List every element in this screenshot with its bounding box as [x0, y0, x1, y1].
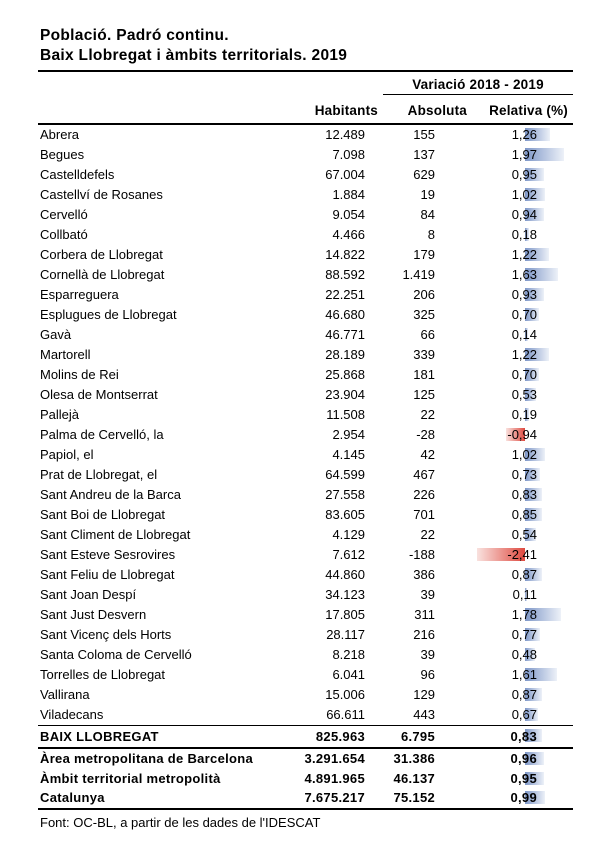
relativa-cell — [435, 345, 573, 365]
territory-name: Martorell — [40, 347, 91, 362]
habitants-value: 44.860 — [325, 567, 365, 582]
habitants-value: 88.592 — [325, 267, 365, 282]
relativa-cell — [435, 485, 573, 505]
absoluta-value: 137 — [413, 147, 435, 162]
absoluta-value: 19 — [420, 187, 435, 202]
relativa-value: 0,87 — [511, 687, 537, 702]
territory-name: Palma de Cervelló, la — [40, 427, 164, 442]
relativa-cell — [435, 305, 573, 325]
territory-name: Sant Feliu de Llobregat — [40, 567, 175, 582]
relativa-cell — [435, 325, 573, 345]
title-line-1: Població. Padró continu. — [40, 27, 229, 44]
column-group-header: Variació 2018 - 2019 — [383, 72, 573, 95]
relativa-cell — [435, 165, 573, 185]
relativa-cell — [435, 385, 573, 405]
territory-name: Esparreguera — [40, 287, 119, 302]
relativa-value: 0,53 — [511, 387, 537, 402]
habitants-value: 46.771 — [325, 327, 365, 342]
absoluta-value: 386 — [413, 567, 435, 582]
relativa-value: 0,77 — [511, 627, 537, 642]
territory-name: Cornellà de Llobregat — [40, 267, 165, 282]
table-row — [38, 545, 573, 565]
relativa-cell — [435, 705, 573, 725]
habitants-value: 46.680 — [325, 307, 365, 322]
relativa-cell — [435, 185, 573, 205]
habitants-value: 4.145 — [332, 447, 365, 462]
territory-name: Cervelló — [40, 207, 88, 222]
relativa-value: 0,99 — [510, 790, 537, 805]
table-row — [38, 605, 573, 625]
relativa-value: 0,48 — [511, 647, 537, 662]
table-row — [38, 145, 573, 165]
relativa-value: 1,61 — [511, 667, 537, 682]
relativa-cell — [435, 285, 573, 305]
absoluta-value: 226 — [413, 487, 435, 502]
habitants-value: 23.904 — [325, 387, 365, 402]
absoluta-value: 311 — [414, 607, 435, 622]
absoluta-value: 1.419 — [402, 267, 435, 282]
territory-name: Begues — [40, 147, 85, 162]
territory-name: Sant Just Desvern — [40, 607, 147, 622]
territory-name: Santa Coloma de Cervelló — [40, 647, 192, 662]
relativa-cell — [435, 605, 573, 625]
habitants-value: 4.129 — [332, 527, 365, 542]
absoluta-value: 339 — [413, 347, 435, 362]
absoluta-value: 31.386 — [393, 751, 435, 766]
relativa-value: 1,78 — [511, 607, 537, 622]
absoluta-value: 96 — [420, 667, 435, 682]
relativa-value: 0,19 — [511, 407, 537, 422]
habitants-value: 66.611 — [326, 707, 365, 722]
relativa-cell — [435, 125, 573, 145]
habitants-value: 64.599 — [325, 467, 365, 482]
relativa-value: 0,87 — [511, 567, 537, 582]
absoluta-value: 629 — [413, 167, 435, 182]
relativa-cell — [435, 749, 573, 769]
habitants-value: 11.508 — [326, 407, 365, 422]
relativa-cell — [435, 225, 573, 245]
context-row — [38, 769, 573, 789]
relativa-cell — [435, 525, 573, 545]
territory-name: Sant Andreu de la Barca — [40, 487, 181, 502]
variation-group-row — [38, 72, 573, 96]
relativa-value: 0,93 — [511, 287, 537, 302]
relativa-value: 0,96 — [510, 751, 537, 766]
territory-name: Torrelles de Llobregat — [40, 667, 166, 682]
table-row — [38, 345, 573, 365]
table-row — [38, 385, 573, 405]
habitants-value: 8.218 — [332, 647, 365, 662]
habitants-value: 25.868 — [325, 367, 365, 382]
absoluta-value: 129 — [413, 687, 435, 702]
habitants-value: 9.054 — [332, 207, 365, 222]
source-note: Font: OC-BL, a partir de les dades de l'IDESCAT — [40, 814, 321, 830]
municipality-rows — [38, 125, 573, 725]
relativa-value: 0,54 — [511, 527, 537, 542]
absoluta-value: 179 — [413, 247, 435, 262]
relativa-value: 0,95 — [510, 770, 537, 786]
relativa-value: 0,83 — [510, 729, 537, 744]
summary-section — [38, 725, 573, 810]
relativa-cell — [435, 665, 573, 685]
absoluta-value: 39 — [420, 587, 435, 602]
territory-name: Sant Vicenç dels Horts — [40, 627, 172, 642]
relativa-value: -0,94 — [507, 427, 537, 442]
habitants-value: 28.189 — [325, 347, 365, 362]
report-title — [38, 0, 573, 70]
table-row — [38, 285, 573, 305]
relativa-cell — [435, 405, 573, 425]
territory-name: Molins de Rei — [40, 367, 119, 382]
territory-name: Àmbit territorial metropolità — [40, 770, 221, 786]
relativa-cell — [435, 425, 573, 445]
context-rows — [38, 749, 573, 810]
table-row — [38, 705, 573, 725]
habitants-value: 14.822 — [325, 247, 365, 262]
table-row — [38, 185, 573, 205]
table-row — [38, 645, 573, 665]
absoluta-value: 216 — [413, 627, 435, 642]
table-row — [38, 685, 573, 705]
relativa-cell — [435, 645, 573, 665]
absoluta-value: 467 — [413, 467, 435, 482]
relativa-cell — [435, 545, 573, 565]
relativa-cell — [435, 788, 573, 808]
relativa-value: 1,02 — [511, 187, 537, 202]
territory-name: Corbera de Llobregat — [40, 247, 163, 262]
absoluta-value: -28 — [416, 427, 435, 442]
relativa-cell — [435, 205, 573, 225]
absoluta-value: 8 — [427, 227, 435, 242]
column-header-row — [38, 96, 573, 125]
absoluta-value: 701 — [413, 507, 435, 522]
relativa-cell — [435, 365, 573, 385]
territory-name: Pallejà — [40, 407, 80, 422]
habitants-value: 4.891.965 — [304, 770, 365, 786]
habitants-value: 83.605 — [325, 507, 365, 522]
relativa-cell — [435, 625, 573, 645]
territory-name: Esplugues de Llobregat — [40, 307, 177, 322]
territory-name: Catalunya — [40, 790, 105, 805]
relativa-value: 0,67 — [511, 707, 537, 722]
relativa-cell — [435, 505, 573, 525]
table-row — [38, 265, 573, 285]
relativa-value: 0,95 — [511, 167, 537, 182]
total-row — [38, 726, 573, 747]
territory-name: Gavà — [40, 327, 72, 342]
absoluta-value: 443 — [413, 707, 435, 722]
relativa-value: 0,73 — [511, 467, 537, 482]
absoluta-value: 155 — [413, 127, 435, 142]
column-header-habitants: Habitants — [314, 103, 378, 118]
relativa-value: 0,70 — [511, 307, 537, 322]
territory-name: Collbató — [40, 227, 88, 242]
table-row — [38, 365, 573, 385]
absoluta-value: 75.152 — [393, 790, 435, 805]
relativa-value: 0,94 — [511, 207, 537, 222]
territory-name: Sant Joan Despí — [40, 587, 137, 602]
habitants-value: 2.954 — [332, 427, 365, 442]
territory-name: Prat de Llobregat, el — [40, 467, 158, 482]
absoluta-value: 125 — [413, 387, 435, 402]
relativa-value: -2,41 — [507, 547, 537, 562]
relativa-value: 0,18 — [511, 227, 537, 242]
territory-name: Viladecans — [40, 707, 104, 722]
relativa-cell — [435, 685, 573, 705]
absoluta-value: 84 — [420, 207, 435, 222]
relativa-cell — [435, 265, 573, 285]
habitants-value: 7.098 — [332, 147, 365, 162]
relativa-cell — [435, 145, 573, 165]
habitants-value: 7.612 — [332, 547, 365, 562]
relativa-cell — [435, 445, 573, 465]
habitants-value: 34.123 — [325, 587, 365, 602]
context-row — [38, 788, 573, 808]
report-content — [38, 0, 573, 831]
relativa-cell — [435, 565, 573, 585]
table-row — [38, 245, 573, 265]
absoluta-value: 22 — [420, 527, 435, 542]
territory-name: Sant Boi de Llobregat — [40, 507, 166, 522]
context-row — [38, 749, 573, 769]
table-row — [38, 665, 573, 685]
relativa-value: 1,26 — [511, 127, 537, 142]
relativa-cell — [435, 585, 573, 605]
relativa-value: 0,85 — [511, 507, 537, 522]
total-row-wrap — [38, 725, 573, 749]
table-row — [38, 445, 573, 465]
table-row — [38, 325, 573, 345]
column-header-absoluta: Absoluta — [407, 103, 467, 118]
habitants-value: 4.466 — [332, 227, 365, 242]
habitants-value: 12.489 — [325, 127, 365, 142]
table-row — [38, 625, 573, 645]
territory-name: Castelldefels — [40, 167, 115, 182]
absoluta-value: 181 — [413, 367, 435, 382]
relativa-value: 0,11 — [512, 587, 537, 602]
territory-name: Olesa de Montserrat — [40, 387, 158, 402]
territory-name: Vallirana — [40, 687, 90, 702]
table-row — [38, 505, 573, 525]
territory-name: Sant Climent de Llobregat — [40, 527, 191, 542]
table-row — [38, 205, 573, 225]
habitants-value: 27.558 — [325, 487, 365, 502]
table-row — [38, 165, 573, 185]
habitants-value: 7.675.217 — [304, 790, 365, 805]
territory-name: BAIX LLOBREGAT — [40, 729, 159, 744]
absoluta-value: -188 — [408, 547, 435, 562]
absoluta-value: 6.795 — [400, 729, 435, 744]
absoluta-value: 206 — [413, 287, 435, 302]
table-row — [38, 525, 573, 545]
relativa-value: 1,97 — [511, 147, 537, 162]
habitants-value: 825.963 — [315, 729, 365, 744]
table-row — [38, 585, 573, 605]
absoluta-value: 46.137 — [393, 770, 435, 786]
table-row — [38, 405, 573, 425]
habitants-value: 28.117 — [326, 627, 365, 642]
relativa-cell — [435, 465, 573, 485]
table-row — [38, 305, 573, 325]
habitants-value: 22.251 — [325, 287, 365, 302]
absoluta-value: 42 — [420, 447, 435, 462]
absoluta-value: 66 — [420, 327, 435, 342]
relativa-cell — [435, 769, 573, 789]
table-row — [38, 565, 573, 585]
habitants-value: 67.004 — [325, 167, 365, 182]
territory-name: Sant Esteve Sesrovires — [40, 547, 176, 562]
relativa-value: 0,70 — [511, 367, 537, 382]
title-line-2: Baix Llobregat i àmbits territorials. 2019 — [40, 47, 348, 64]
table-row — [38, 125, 573, 145]
relativa-value: 1,22 — [511, 347, 537, 362]
habitants-value: 6.041 — [332, 667, 365, 682]
absoluta-value: 325 — [413, 307, 435, 322]
relativa-value: 0,83 — [511, 487, 537, 502]
table-row — [38, 225, 573, 245]
habitants-value: 17.805 — [325, 607, 365, 622]
territory-name: Castellví de Rosanes — [40, 187, 163, 202]
habitants-value: 15.006 — [325, 687, 365, 702]
habitants-value: 3.291.654 — [304, 751, 365, 766]
territory-name: Abrera — [40, 127, 80, 142]
relativa-value: 1,22 — [511, 247, 537, 262]
territory-name: Papiol, el — [40, 447, 94, 462]
absoluta-value: 39 — [420, 647, 435, 662]
relativa-value: 1,02 — [511, 447, 537, 462]
relativa-value: 0,14 — [511, 327, 537, 342]
habitants-value: 1.884 — [332, 187, 365, 202]
table-row — [38, 425, 573, 445]
relativa-cell — [435, 726, 573, 747]
table-row — [38, 465, 573, 485]
absoluta-value: 22 — [420, 407, 435, 422]
territory-name: Àrea metropolitana de Barcelona — [40, 751, 254, 766]
relativa-cell — [435, 245, 573, 265]
relativa-value: 1,63 — [511, 267, 537, 282]
table-row — [38, 485, 573, 505]
column-header-relativa: Relativa (%) — [489, 103, 568, 118]
